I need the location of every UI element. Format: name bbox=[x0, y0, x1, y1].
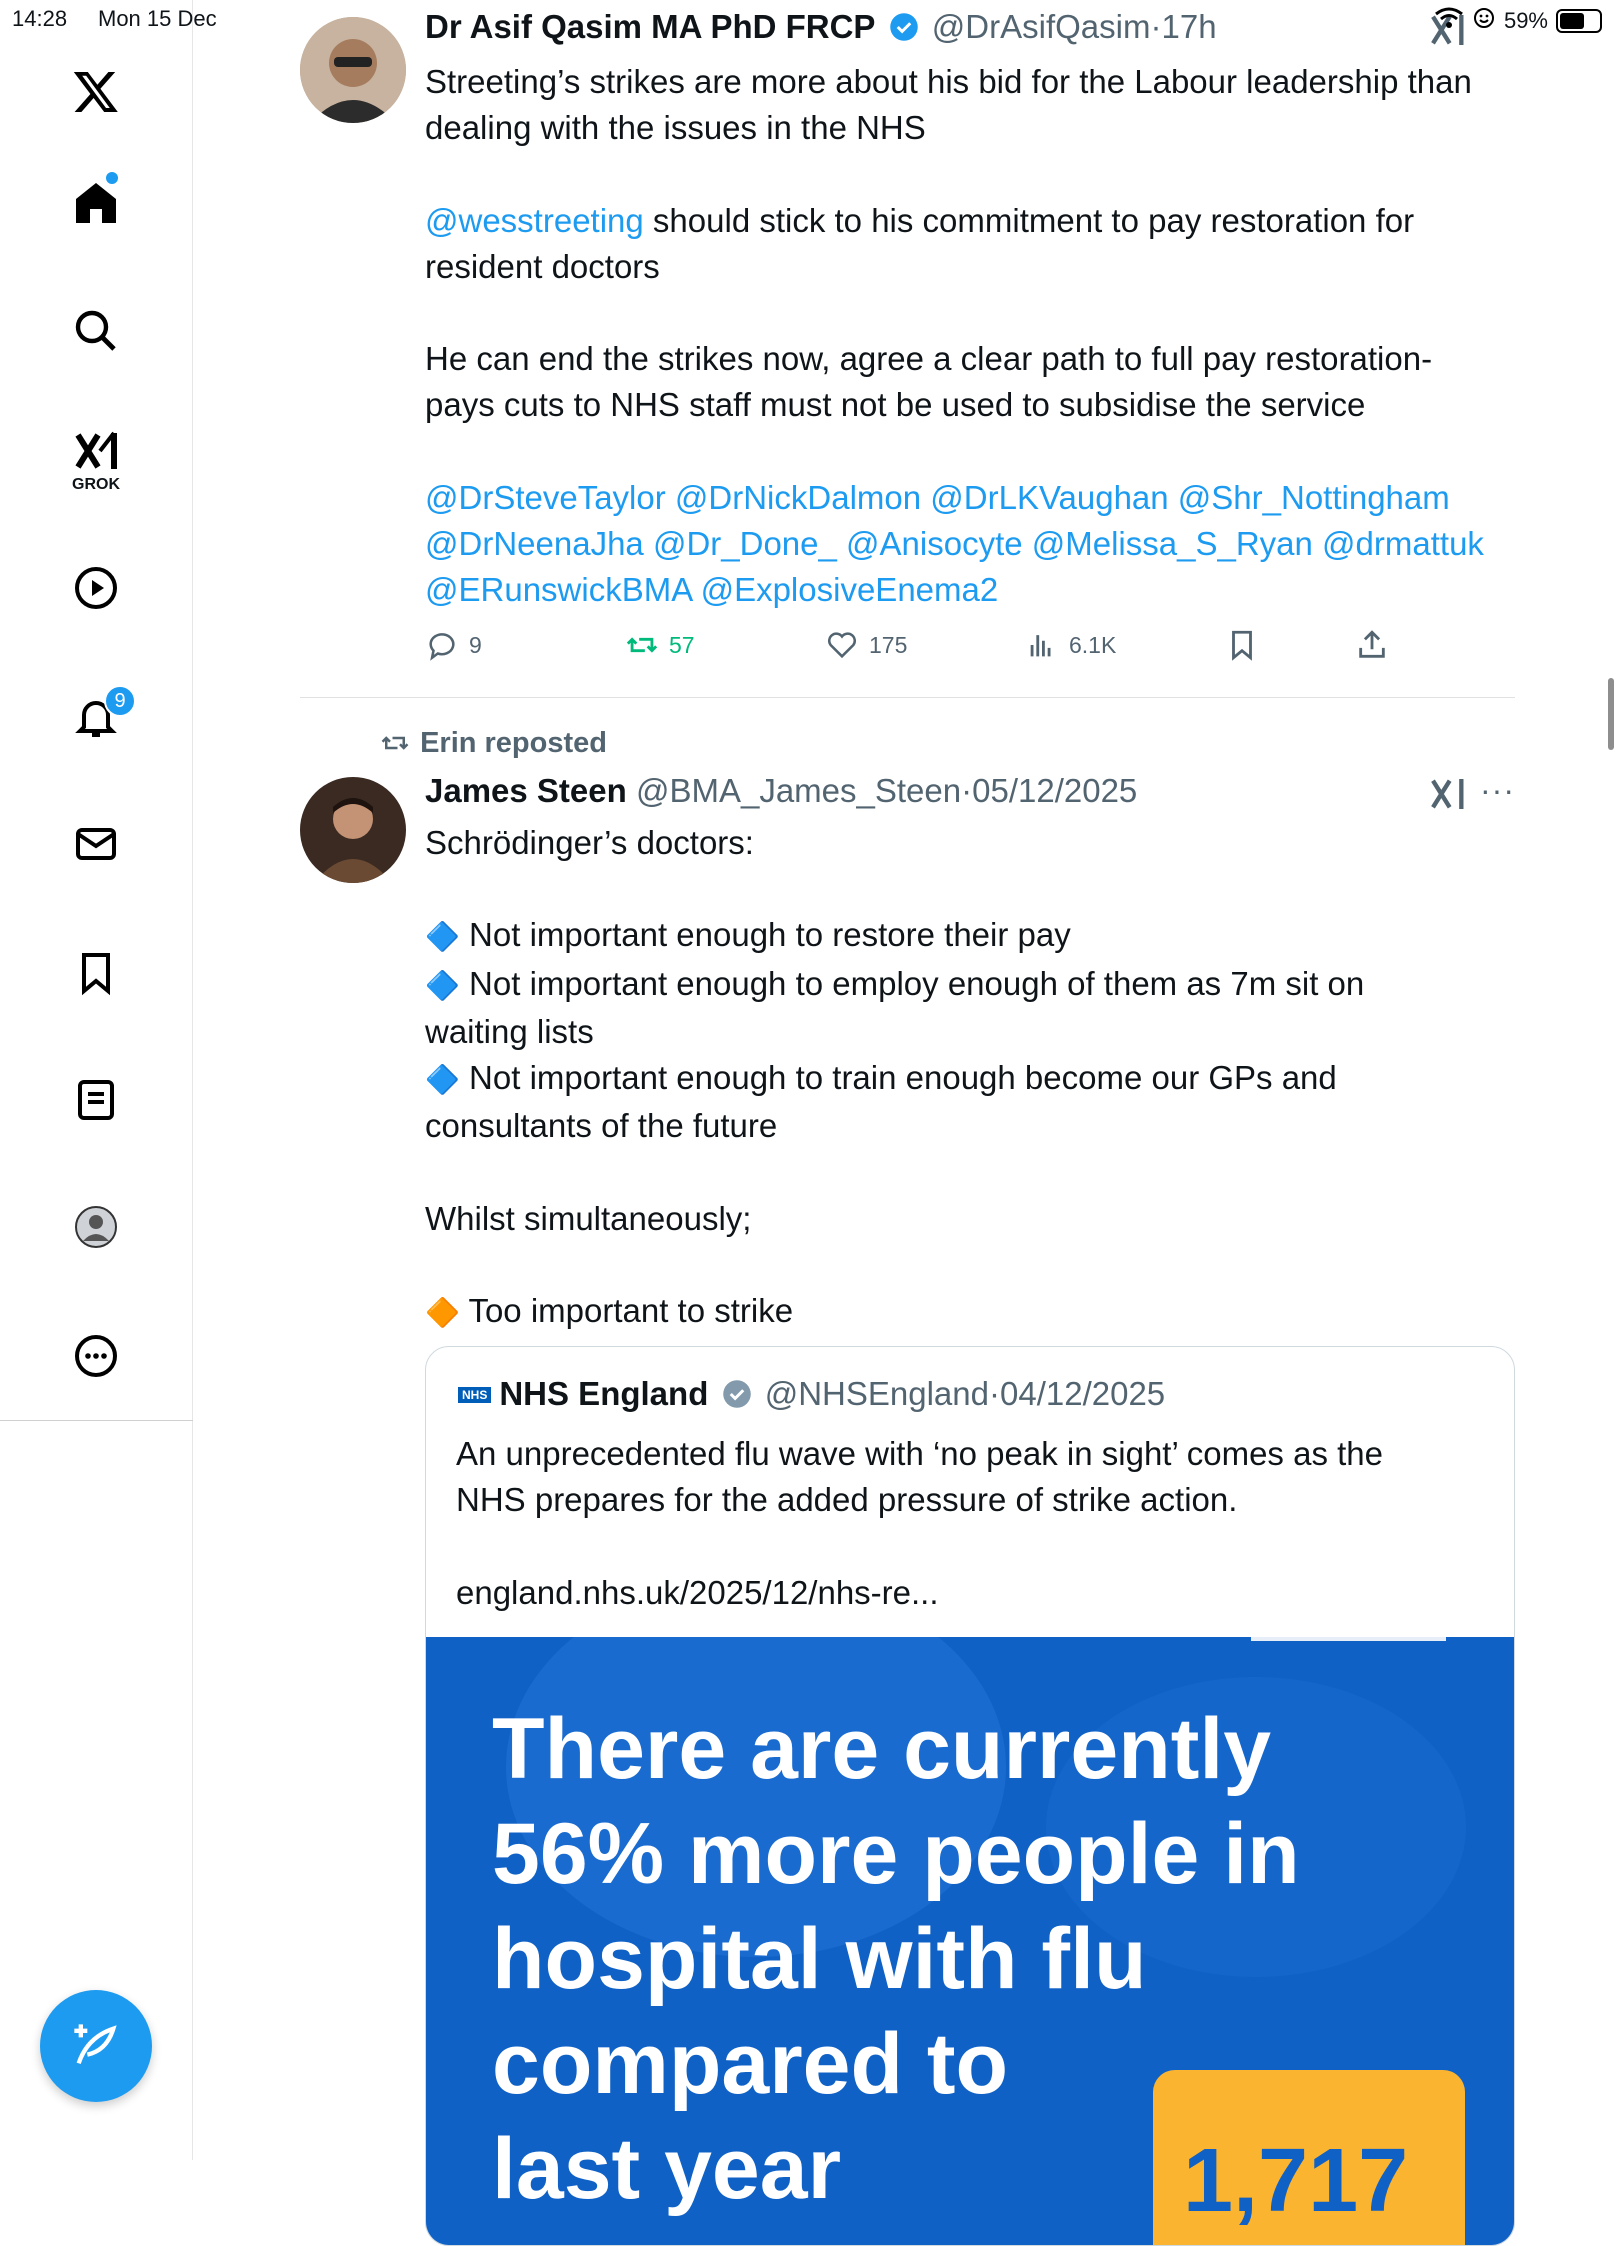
home-unread-dot bbox=[106, 172, 118, 184]
more-options-icon[interactable] bbox=[65, 1325, 127, 1387]
repost-context bbox=[378, 727, 607, 760]
post-actions bbox=[425, 628, 1425, 668]
author-avatar[interactable] bbox=[300, 777, 406, 883]
sidebar-divider bbox=[0, 1420, 193, 1421]
post-line bbox=[425, 152, 1515, 198]
post-line: pays cuts to NHS staff must not be used to subsidise the service bbox=[425, 386, 1366, 424]
mentions-line[interactable]: @DrSteveTaylor @DrNickDalmon @DrLKVaughan @Shr_Nottingham bbox=[425, 478, 1450, 516]
like-count: 175 bbox=[869, 631, 908, 658]
like-button[interactable] bbox=[825, 628, 907, 662]
bookmark-button[interactable] bbox=[1225, 628, 1259, 662]
author-name[interactable]: James Steen bbox=[425, 772, 627, 809]
headline-line: compared to bbox=[492, 2016, 1009, 2112]
grok-label: GROK bbox=[72, 476, 120, 493]
compose-feather-icon bbox=[70, 2020, 122, 2072]
status-time: 14:28 bbox=[12, 6, 68, 31]
quote-image[interactable] bbox=[426, 1637, 1515, 2246]
bullet-text: Not important enough to employ enough of them as 7m sit on bbox=[469, 964, 1365, 1002]
views-button[interactable] bbox=[1025, 628, 1116, 662]
stat-number: 1,717 bbox=[1183, 2131, 1409, 2231]
quote-header bbox=[458, 1375, 1165, 1413]
post-line bbox=[425, 290, 1515, 336]
bullet-text: consultants of the future bbox=[425, 1107, 778, 1145]
post-line: resident doctors bbox=[425, 247, 660, 285]
sidebar bbox=[0, 0, 193, 2160]
post-line bbox=[425, 429, 1515, 475]
mentions-line[interactable]: @DrNeenaJha @Dr_Done_ @Anisocyte @Melissa_S_Ryan @drmattuk bbox=[425, 525, 1484, 563]
post-header bbox=[425, 772, 1137, 810]
battery-icon bbox=[1556, 9, 1602, 33]
quote-date[interactable]: 04/12/2025 bbox=[999, 1375, 1166, 1412]
quote-link[interactable]: england.nhs.uk/2025/12/nhs-re... bbox=[456, 1573, 939, 1611]
post-body bbox=[425, 59, 1515, 614]
quote-body bbox=[456, 1431, 1486, 1616]
compose-post-button[interactable] bbox=[40, 1990, 152, 2102]
quote-line: An unprecedented flu wave with ‘no peak in sight’ comes as the bbox=[456, 1435, 1383, 1472]
notification-count-badge: 9 bbox=[104, 685, 136, 717]
separator: · bbox=[961, 772, 973, 809]
verified-gray-badge-icon bbox=[722, 1379, 752, 1409]
grok-icon[interactable] bbox=[65, 420, 127, 482]
reply-icon bbox=[425, 628, 459, 662]
repost-button[interactable] bbox=[625, 628, 695, 662]
image-tab bbox=[1251, 1637, 1446, 1641]
views-icon bbox=[1025, 628, 1059, 662]
blue-diamond-icon: 🔷 bbox=[425, 969, 460, 1001]
quote-author-name[interactable]: NHS England bbox=[499, 1375, 709, 1412]
status-date: Mon 15 Dec bbox=[98, 6, 217, 31]
quote-line: NHS prepares for the added pressure of strike action. bbox=[456, 1481, 1238, 1519]
headline-line: hospital with flu bbox=[492, 1911, 1147, 2007]
status-bar bbox=[0, 0, 1620, 40]
separator: · bbox=[1150, 8, 1162, 45]
author-handle[interactable]: @BMA_James_Steen bbox=[635, 772, 962, 809]
repost-count: 57 bbox=[669, 631, 695, 658]
search-icon[interactable] bbox=[65, 300, 127, 362]
reply-count: 9 bbox=[469, 631, 482, 658]
post-line: Streeting’s strikes are more about his bid for the Labour leadership than bbox=[425, 63, 1472, 100]
status-right bbox=[1434, 6, 1602, 36]
share-button[interactable] bbox=[1355, 628, 1389, 662]
heart-icon bbox=[825, 628, 859, 662]
stat-box bbox=[1153, 2070, 1465, 2246]
messages-icon[interactable] bbox=[65, 813, 127, 875]
repost-label[interactable]: Erin reposted bbox=[420, 727, 607, 759]
quoted-post[interactable] bbox=[425, 1346, 1515, 2246]
lists-icon[interactable] bbox=[65, 1069, 127, 1131]
bullet-text: Not important enough to restore their pay bbox=[469, 916, 1071, 954]
headline-line: last year bbox=[492, 2121, 842, 2217]
bullet-text: waiting lists bbox=[425, 1012, 594, 1050]
x-logo-icon[interactable] bbox=[65, 60, 127, 122]
headline-line: There are currently bbox=[492, 1701, 1272, 1797]
author-handle[interactable]: @DrAsifQasim bbox=[931, 8, 1151, 45]
repost-icon bbox=[378, 728, 412, 758]
wifi-icon bbox=[1434, 6, 1464, 36]
post-line-mention bbox=[425, 198, 1515, 244]
scrollbar[interactable] bbox=[1608, 678, 1614, 750]
headline-line: 56% more people in bbox=[492, 1806, 1300, 1902]
bookmarks-icon[interactable] bbox=[65, 942, 127, 1004]
post-time[interactable]: 17h bbox=[1161, 8, 1217, 45]
post-line: dealing with the issues in the NHS bbox=[425, 109, 926, 147]
quote-handle[interactable]: @NHSEngland bbox=[764, 1375, 989, 1412]
post-line: He can end the strikes now, agree a clear path to full pay restoration- bbox=[425, 340, 1433, 378]
focus-icon bbox=[1472, 6, 1496, 36]
post-body bbox=[425, 820, 1515, 1336]
reply-button[interactable] bbox=[425, 628, 482, 662]
repost-icon bbox=[625, 628, 659, 662]
mention-rest: should stick to his commitment to pay restoration for bbox=[643, 201, 1415, 239]
bullet-text: Not important enough to train enough become our GPs and bbox=[469, 1059, 1337, 1097]
post-date[interactable]: 05/12/2025 bbox=[972, 772, 1138, 809]
home-icon[interactable] bbox=[65, 172, 127, 234]
post-divider bbox=[300, 697, 1515, 698]
post-line: Schrödinger’s doctors: bbox=[425, 824, 754, 861]
post-more-icon[interactable]: ··· bbox=[1480, 772, 1515, 808]
post-line: Whilst simultaneously; bbox=[425, 1199, 752, 1237]
share-icon bbox=[1355, 628, 1389, 662]
mention-link[interactable]: @wesstreeting bbox=[425, 201, 644, 239]
blue-diamond-icon: 🔷 bbox=[425, 1064, 460, 1096]
orange-diamond-icon: 🔶 bbox=[425, 1297, 460, 1329]
bookmark-icon bbox=[1225, 628, 1259, 662]
separator: · bbox=[988, 1375, 1000, 1412]
author-name[interactable]: Dr Asif Qasim MA PhD FRCP bbox=[425, 8, 876, 45]
nhs-logo: NHS bbox=[458, 1387, 491, 1403]
grok-explain-icon[interactable] bbox=[1428, 774, 1468, 814]
profile-avatar-icon[interactable] bbox=[65, 1196, 127, 1258]
bullet-text: Too important to strike bbox=[468, 1292, 794, 1330]
blue-diamond-icon: 🔷 bbox=[425, 921, 460, 953]
mentions-line[interactable]: @ERunswickBMA @ExplosiveEnema2 bbox=[425, 571, 999, 609]
video-icon[interactable] bbox=[65, 557, 127, 619]
battery-percent: 59% bbox=[1503, 8, 1548, 33]
view-count: 6.1K bbox=[1069, 631, 1117, 658]
